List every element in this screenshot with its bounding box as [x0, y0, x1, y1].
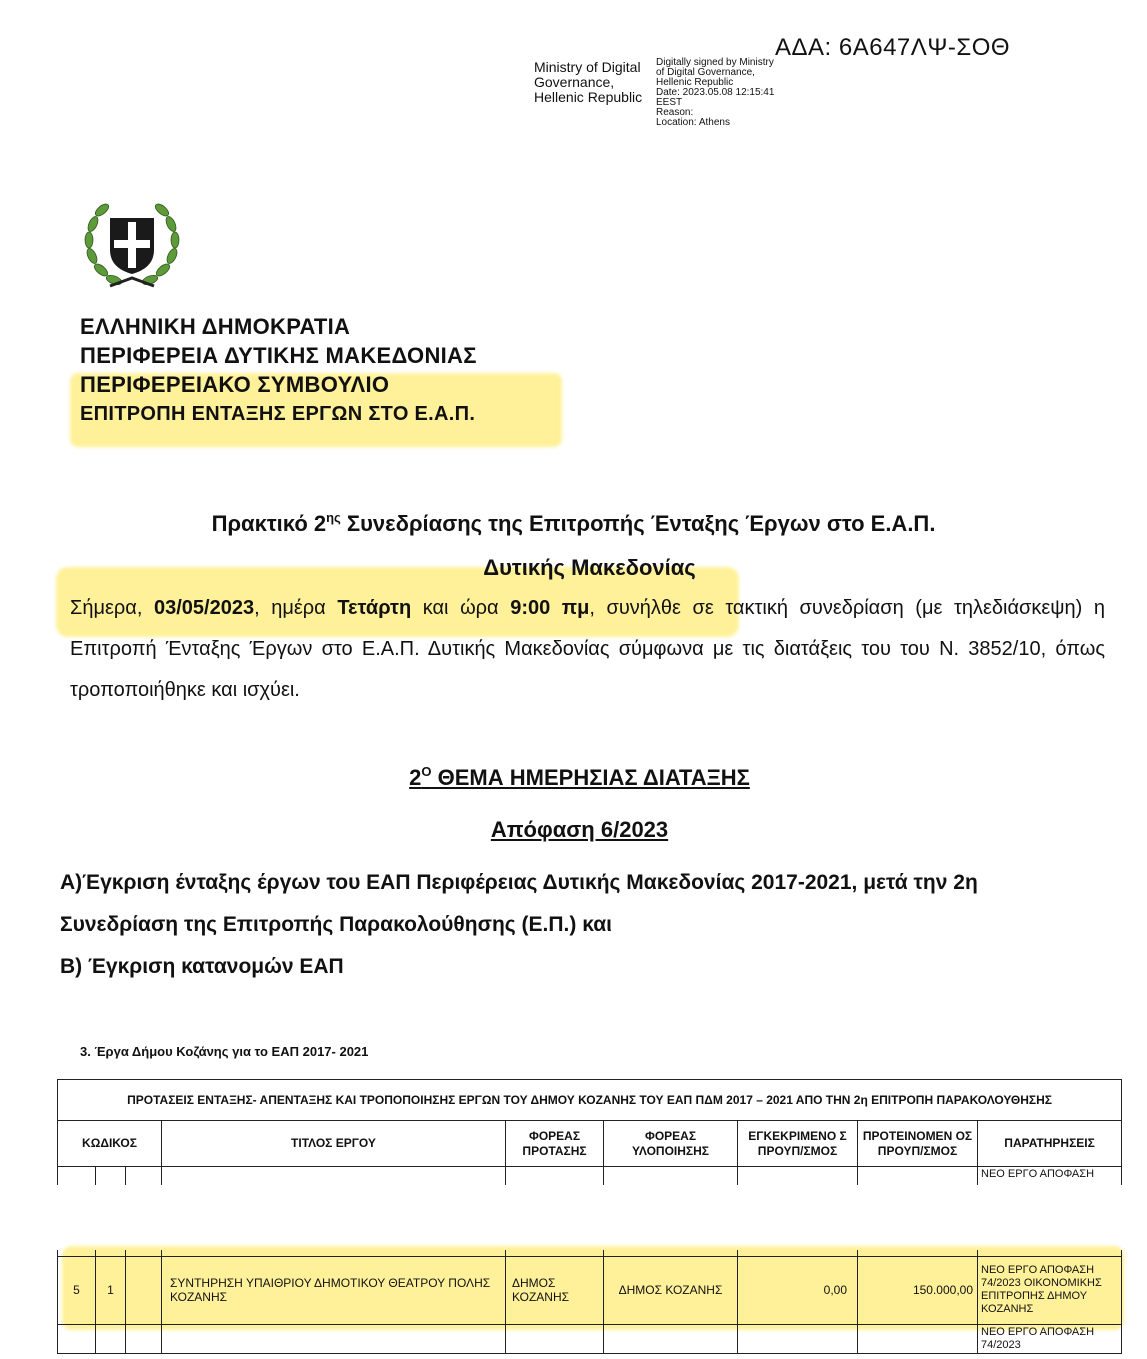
row-approved: 0,00	[738, 1256, 858, 1324]
next-remarks: ΝΕΟ ΕΡΓΟ ΑΠΟΦΑΣΗ 74/2023	[978, 1324, 1122, 1353]
signature-signer: Ministry of Digital Governance, Hellenic Republic	[534, 59, 643, 105]
agenda-item-heading: $2^O$ ΘΕΜΑ ΗΜΕΡΗΣΙΑΣ ΔΙΑΤΑΞΗΣ	[409, 764, 750, 790]
org-line-2: ΠΕΡΙΦΕΡΕΙΑ ΔΥΤΙΚΗΣ ΜΑΚΕΔΟΝΙΑΣ	[80, 343, 477, 368]
table-title: ΠΡΟΤΑΣΕΙΣ ΕΝΤΑΞΗΣ- ΑΠΕΝΤΑΞΗΣ ΚΑΙ ΤΡΟΠΟΠΟΙΗΣΗΣ ΕΡΓΩΝ ΤΟΥ ΔΗΜΟΥ ΚΟΖΑΝΗΣ ΤΟΥ ΕΑΠ ΠΔΜ 2017 – 2021 ΑΠΟ ΤΗΝ 2η ΕΠΙΤΡΟΠΗ ΠΑΡΑΚΟΛΟΥΘΗΣΗΣ	[58, 1080, 1122, 1121]
org-line-3: ΠΕΡΙΦΕΡΕΙΑΚΟ ΣΥΜΒΟΥΛΙΟ	[80, 372, 390, 397]
row-remarks: ΝΕΟ ΕΡΓΟ ΑΠΟΦΑΣΗ 74/2023 ΟΙΚΟΝΟΜΙΚΗΣ ΕΠΙΤΡΟΠΗΣ ΔΗΜΟΥ ΚΟΖΑΝΗΣ	[978, 1256, 1122, 1324]
ada-code: ΑΔΑ: 6Α647ΛΨ-ΣΟΘ	[775, 34, 1011, 61]
col-proposer: ΦΟΡΕΑΣ ΠΡΟΤΑΣΗΣ	[506, 1121, 604, 1167]
org-line-1: ΕΛΛΗΝΙΚΗ ΔΗΜΟΚΡΑΤΙΑ	[80, 314, 351, 339]
minutes-title: Πρακτικό $2^{\eta\varsigma}$ Συνεδρίασης της Επιτροπής Ένταξης Έργων στο Ε.Α.Π.	[211, 510, 936, 536]
intro-paragraph: Σήμερα, 03/05/2023, ημέρα Τετάρτη και ώρα 9:00 πμ, συνήλθε σε τακτική συνεδρίαση (με τηλεδιάσκεψη) η Επιτροπή Ένταξης Έργων στο Ε.Α.Π. Δυτικής Μακεδονίας σύμφωνα με τις διατάξεις του του Ν. 3852/10, όπως τροποποιήθηκε και ισχύει.	[70, 597, 1106, 701]
signature-details: Digitally signed by Ministry of Digital Governance, Hellenic Republic Date: 2023.05.08 12:15:41 EEST Reason: Location: Athens	[656, 57, 775, 128]
agenda-items	[60, 862, 1120, 988]
row-code-a: 5	[58, 1256, 96, 1324]
col-title: ΤΙΤΛΟΣ ΕΡΓΟΥ	[162, 1121, 506, 1167]
table-row-next	[58, 1324, 1122, 1353]
org-line-4: ΕΠΙΤΡΟΠΗ ΕΝΤΑΞΗΣ ΕΡΓΩΝ ΣΤΟ Ε.Α.Π.	[80, 403, 476, 425]
row-proposed: 150.000,00	[858, 1256, 978, 1324]
col-approved: ΕΓΚΕΚΡΙΜΕΝΟ Σ ΠΡΟΥΠ/ΣΜΟΣ	[738, 1121, 858, 1167]
col-remarks: ΠΑΡΑΤΗΡΗΣΕΙΣ	[978, 1121, 1122, 1167]
minutes-title-line2: Δυτικής Μακεδονίας	[483, 555, 696, 580]
col-implementer: ΦΟΡΕΑΣ ΥΛΟΠΟΙΗΣΗΣ	[604, 1121, 738, 1167]
table-row	[58, 1256, 1122, 1324]
agenda-b: Β) Έγκριση κατανομών ΕΑΠ	[60, 955, 344, 978]
agenda-a-line2: Συνεδρίαση της Επιτροπής Παρακολούθησης (Ε.Π.) και	[60, 913, 612, 936]
projects-table-header	[57, 1079, 1122, 1185]
col-code: ΚΩΔΙΚΟΣ	[58, 1121, 162, 1167]
table-row-fragment	[58, 1167, 1122, 1185]
agenda-a-line1: Α)Έγκριση ένταξης έργων του ΕΑΠ Περιφέρειας Δυτικής Μακεδονίας 2017-2021, μετά την 2η	[60, 871, 978, 894]
row-implementer: ΔΗΜΟΣ ΚΟΖΑΝΗΣ	[604, 1256, 738, 1324]
greek-emblem-icon	[80, 188, 184, 294]
projects-table-body	[57, 1250, 1122, 1354]
decision-number: Απόφαση 6/2023	[490, 817, 669, 842]
row-proposer: ΔΗΜΟΣ ΚΟΖΑΝΗΣ	[506, 1256, 604, 1324]
fragment-remarks: ΝΕΟ ΕΡΓΟ ΑΠΟΦΑΣΗ	[978, 1167, 1122, 1185]
row-code-b: 1	[96, 1256, 126, 1324]
row-title: ΣΥΝΤΗΡΗΣΗ ΥΠΑΙΘΡΙΟΥ ΔΗΜΟΤΙΚΟΥ ΘΕΑΤΡΟΥ ΠΟΛΗΣ ΚΟΖΑΝΗΣ	[162, 1256, 506, 1324]
col-proposed: ΠΡΟΤΕΙΝΟΜΕΝ ΟΣ ΠΡΟΥΠ/ΣΜΟΣ	[858, 1121, 978, 1167]
section-heading: 3. Έργα Δήμου Κοζάνης για το ΕΑΠ 2017- 2021	[80, 1044, 369, 1059]
